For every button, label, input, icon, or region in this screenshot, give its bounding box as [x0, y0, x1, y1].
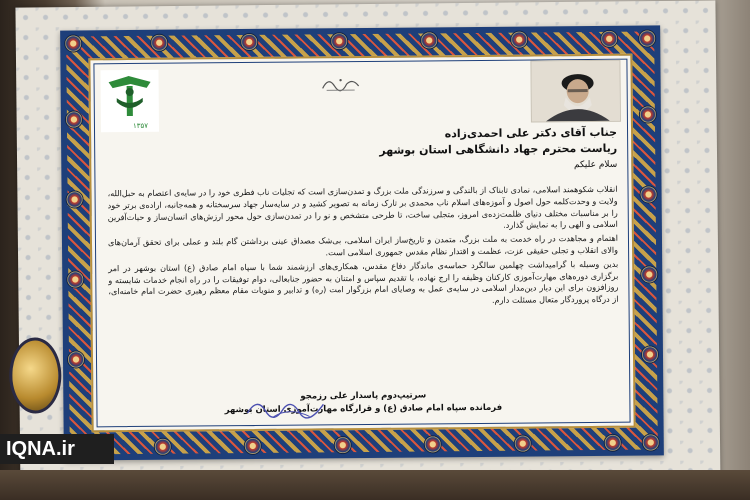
table-surface	[0, 470, 750, 500]
signatory-title: فرمانده سپاه امام صادق (ع) و قرارگاه مهارت‌آموزی استان بوشهر	[224, 402, 503, 416]
letter-paper	[88, 54, 635, 433]
portrait-image	[530, 60, 621, 123]
watermark-label: IQNA.ir	[0, 434, 114, 464]
addressee-title: ریاست محترم جهاد دانشگاهی استان بوشهر	[379, 141, 618, 157]
letter-heading	[177, 126, 617, 178]
greeting: سلام علیکم	[573, 159, 618, 171]
signatory-rank: سرتیپ‌دوم پاسدار علی رزمجو	[300, 390, 427, 402]
addressee-name: جناب آقای دکتر علی احمدی‌زاده	[444, 125, 618, 141]
paragraph: انقلاب شکوهمند اسلامی، نمادی تابناک از بالندگی و سرزندگی ملت بزرگ و تمدن‌سازی است که تجلیات ناب فطری خود را در سایه‌ی اعتصام به حبل‌الله، ولایت و وحدت‌کلمه حول اصول و آموزه‌های اسلام ناب محمدی بر تارک زمانه به تصویر کشید و در سایه‌سار جهاد سرسختانه و همه‌جانبه، اراده‌ی برتر خود را بر مناسبات مختلف دنیای ظلمت‌زده‌ی امروز، متجلی ساخت، تا طرحی متشخص و نو را در تمدن‌سازی حول محور ارزش‌های انسان‌ساز و حیات‌آفرین اسلامی و الهی را به نمایش گذارد.	[107, 183, 618, 231]
sepah-logo-icon	[98, 68, 161, 135]
signature-icon	[243, 394, 333, 421]
paragraph: اهتمام و مجاهدت در راه خدمت به ملت بزرگ، متمدن و تاریخ‌ساز ایران اسلامی، بی‌شک مصداق عینی برداشتن گام بلند و عملی برای تحقق آرمان‌های والای انقلاب و تجلی حقیقی عزت، عظمت و اقتدار نظام مقدس جمهوری اسلامی است.	[107, 232, 619, 258]
svg-text:۱۳۵۷: ۱۳۵۷	[132, 121, 149, 130]
medal-icon	[9, 337, 62, 414]
certificate-frame	[60, 25, 664, 460]
signature-block	[93, 389, 633, 417]
letter-body	[108, 184, 619, 312]
calligraphy-emblem-icon	[321, 72, 361, 94]
paragraph: بدین وسیله با گرامیداشت چهلمین سالگرد حماسه‌ی ماندگار دفاع مقدس، همکاری‌های ارزشمند شما با سپاه امام صادق (ع) استان بوشهر در امر برگزاری دوره‌های مهارت‌آموزی کارکنان وظیفه را ارج نهاده، با تقدیم سپاس و امتنان به حضور جنابعالی، دوام توفیقات را در راه انجام خدمات شایسته و روزافزون برای این دیار دین‌مدار اسلامی در سایه‌ی عمل به وصایای امام بزرگوار امت (ره) و تدابیر و منویات مقام معظم رهبری حضرت امام خامنه‌ای، از درگاه پروردگار متعال مسئلت دارم.	[108, 258, 619, 306]
